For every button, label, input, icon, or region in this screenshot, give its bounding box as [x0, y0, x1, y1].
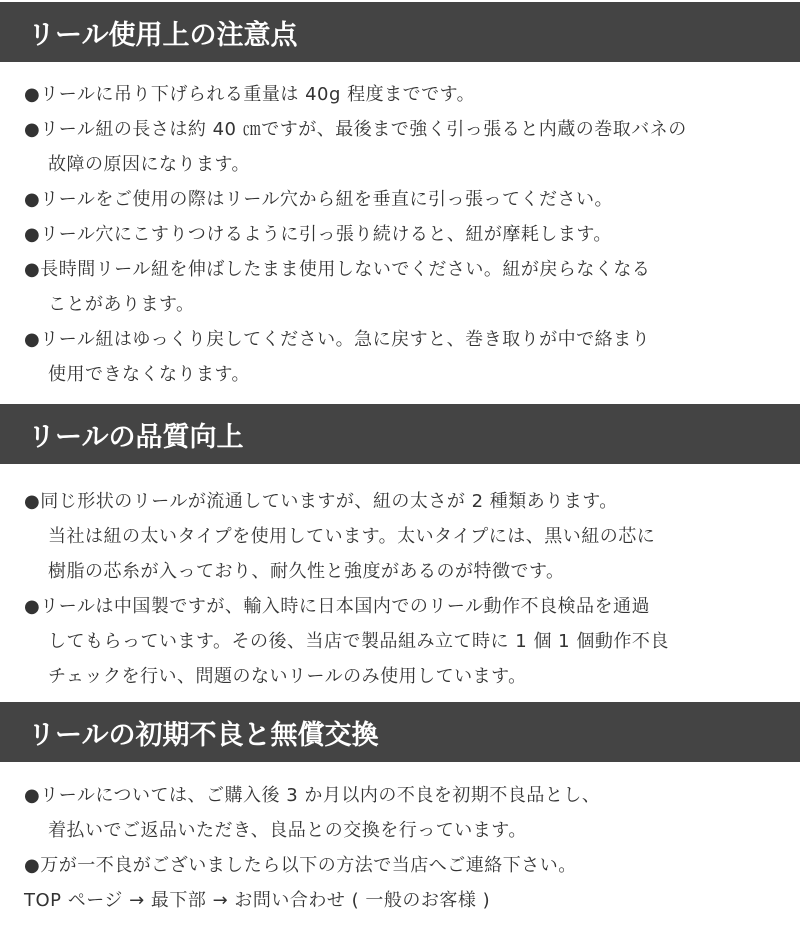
section-title: リール使用上の注意点 — [0, 2, 800, 62]
list-item: 当社は紐の太いタイプを使用しています。太いタイプには、黒い紐の芯に — [48, 526, 656, 547]
section-body — [0, 464, 800, 702]
section-quality — [0, 404, 800, 702]
section-body — [0, 762, 800, 918]
list-item: ●リールに吊り下げられる重量は 40g 程度までです。 — [24, 84, 476, 105]
list-item: してもらっています。その後、当店で製品組み立て時に 1 個 1 個動作不良 — [48, 631, 669, 652]
list-item: 使用できなくなります。 — [48, 364, 251, 385]
list-item: ●リールについては、ご購入後 3 か月以内の不良を初期不良品とし、 — [24, 785, 601, 806]
list-item: ●リール紐はゆっくり戻してください。急に戻すと、巻き取りが中で絡まり — [24, 329, 651, 350]
section-usage-notes — [0, 2, 800, 404]
list-item: ●リール紐の長さは約 40 ㎝ですが、最後まで強く引っ張ると内蔵の巻取バネの — [24, 119, 687, 140]
list-item: 故障の原因になります。 — [48, 154, 251, 175]
list-item: チェックを行い、問題のないリールのみ使用しています。 — [48, 666, 527, 687]
list-item: 樹脂の芯糸が入っており、耐久性と強度があるのが特徴です。 — [48, 561, 565, 582]
list-item: ことがあります。 — [48, 294, 195, 315]
list-item: ●万が一不良がございましたら以下の方法で当店へご連絡下さい。 — [24, 855, 577, 876]
list-item: ●長時間リール紐を伸ばしたまま使用しないでください。紐が戻らなくなる — [24, 259, 651, 280]
list-item: 着払いでご返品いただき、良品との交換を行っています。 — [48, 820, 527, 841]
section-title: リールの品質向上 — [0, 404, 800, 464]
contact-path: TOP ページ → 最下部 → お問い合わせ ( 一般のお客様 ) — [24, 890, 491, 911]
list-item: ●同じ形状のリールが流通していますが、紐の太さが 2 種類あります。 — [24, 491, 618, 512]
list-item: ●リールは中国製ですが、輸入時に日本国内でのリール動作不良検品を通過 — [24, 596, 650, 617]
list-item: ●リール穴にこすりつけるように引っ張り続けると、紐が摩耗します。 — [24, 224, 612, 245]
list-item: ●リールをご使用の際はリール穴から紐を垂直に引っ張ってください。 — [24, 189, 613, 210]
section-defects-exchange — [0, 702, 800, 918]
section-body — [0, 62, 800, 404]
section-title: リールの初期不良と無償交換 — [0, 702, 800, 762]
